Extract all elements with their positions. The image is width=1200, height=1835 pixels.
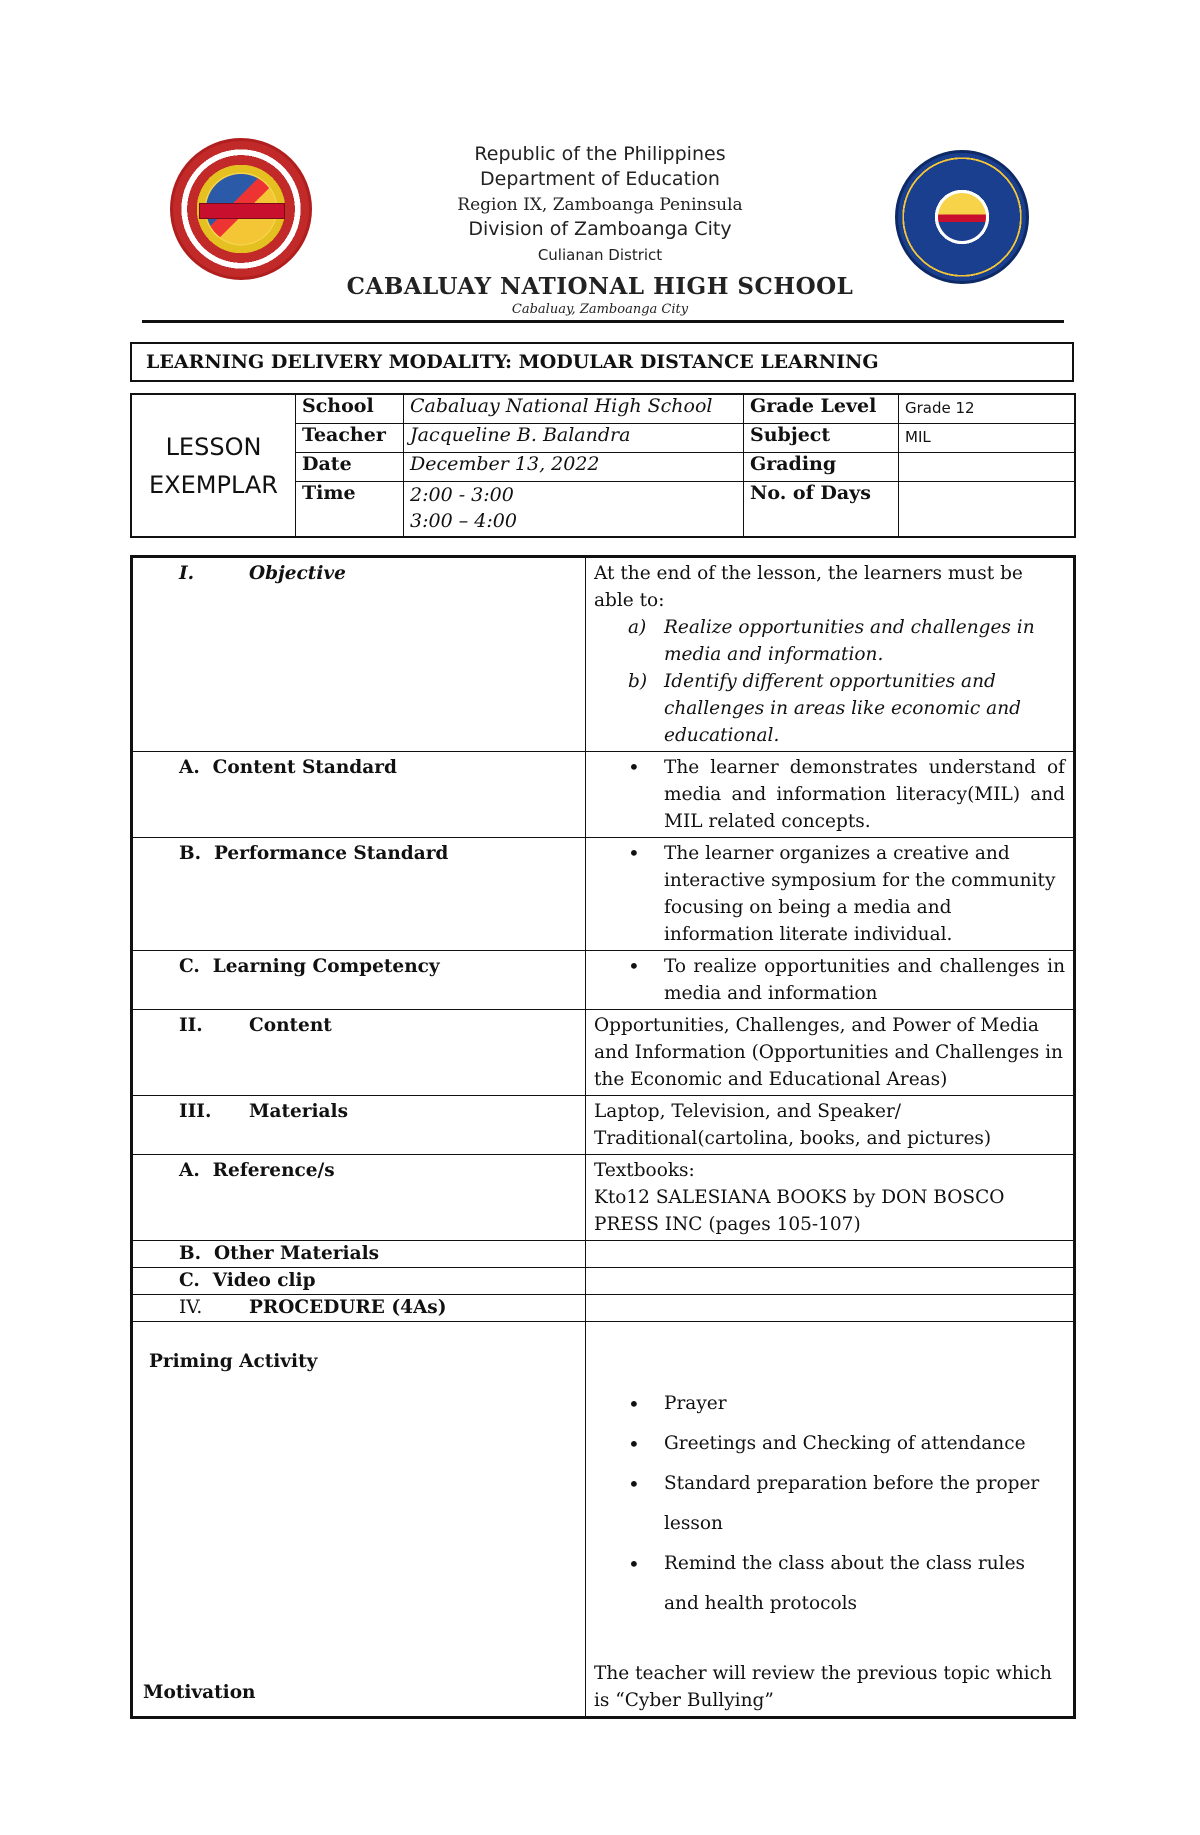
priming-item: • Greetings and Checking of attendance [664, 1424, 1065, 1464]
time-slot-1: 2:00 - 3:00 [410, 484, 514, 506]
content-label: Content [249, 1015, 332, 1036]
other-materials-row [133, 1241, 1074, 1268]
objective-number: I. [179, 563, 195, 584]
priming-item: • Prayer [664, 1384, 1065, 1424]
learning-competency-row [133, 951, 1074, 1010]
teacher-label: Teacher [295, 424, 403, 453]
performance-standard-row [133, 838, 1074, 951]
references-label: A. Reference/s [179, 1160, 335, 1181]
motivation-text: The teacher will review the previous topic which is “Cyber Bullying” [594, 1663, 1052, 1711]
other-materials-label: B. Other Materials [179, 1243, 380, 1264]
motivation-label: Motivation [143, 1682, 256, 1703]
school-value: Cabaluay National High School [403, 395, 743, 424]
title-line-1: LESSON [165, 432, 262, 461]
objective-label: Objective [249, 563, 346, 584]
performance-standard-label: B. Performance Standard [179, 843, 449, 864]
days-label: No. of Days [743, 482, 898, 536]
header-division: Division of Zamboanga City [468, 218, 732, 240]
lesson-info-table [130, 393, 1076, 538]
priming-item: • Standard preparation before the proper lesson [664, 1464, 1065, 1544]
date-value: December 13, 2022 [403, 453, 743, 482]
content-text: Opportunities, Challenges, and Power of Media and Information (Opportunities and Challenges in the Economic and Educational Areas) [586, 1010, 1074, 1096]
references-line-2: Kto12 SALESIANA BOOKS by DON BOSCO PRESS INC (pages 105-107) [594, 1187, 1005, 1235]
materials-row [133, 1096, 1074, 1155]
objective-item: b) Identify different opportunities and challenges in areas like economic and educational. [628, 671, 1021, 746]
school-label: School [295, 395, 403, 424]
lesson-exemplar-title [132, 395, 295, 536]
materials-text: Laptop, Television, and Speaker/ Traditional(cartolina, books, and pictures) [586, 1096, 1074, 1155]
priming-item: • Remind the class about the class rules and health protocols [664, 1544, 1065, 1624]
references-row [133, 1155, 1074, 1241]
subject-label: Subject [743, 424, 898, 453]
materials-number: III. [179, 1101, 212, 1122]
content-standard-text: • The learner demonstrates understand of media and information literacy(MIL) and MIL related concepts. [664, 754, 1065, 835]
grade-level-value: Grade 12 [898, 395, 1074, 424]
header-department: Department of Education [480, 168, 720, 190]
references-line-1: Textbooks: [594, 1160, 695, 1181]
procedure-label: PROCEDURE (4As) [249, 1297, 447, 1318]
procedure-number: IV. [179, 1297, 203, 1318]
priming-activity-list [594, 1384, 1065, 1624]
school-name: CABALUAY NATIONAL HIGH SCHOOL [346, 273, 854, 300]
header-district: Culianan District [537, 246, 663, 264]
materials-label: Materials [249, 1101, 348, 1122]
objective-list [594, 614, 1065, 749]
procedure-row [133, 1295, 1074, 1322]
modality-banner: LEARNING DELIVERY MODALITY: MODULAR DISTANCE LEARNING [130, 342, 1074, 382]
grading-label: Grading [743, 453, 898, 482]
title-line-2: EXEMPLAR [149, 470, 278, 499]
days-value [898, 482, 1074, 536]
video-clip-row [133, 1268, 1074, 1295]
learning-competency-label: C. Learning Competency [179, 956, 440, 977]
time-slot-2: 3:00 – 4:00 [410, 510, 517, 532]
grade-level-label: Grade Level [743, 395, 898, 424]
priming-activity-label: Priming Activity [149, 1351, 318, 1372]
school-address: Cabaluay, Zamboanga City [511, 302, 689, 317]
content-standard-row [133, 752, 1074, 838]
performance-standard-text: • The learner organizes a creative and interactive symposium for the community focusing on being a media and information literate individual. [664, 840, 1065, 948]
content-number: II. [179, 1015, 203, 1036]
header-republic: Republic of the Philippines [474, 143, 726, 165]
objective-item: a) Realize opportunities and challenges in media and information. [628, 617, 1035, 665]
grading-value [898, 453, 1074, 482]
content-row [133, 1010, 1074, 1096]
teacher-value: Jacqueline B. Balandra [403, 424, 743, 453]
time-value [403, 482, 743, 536]
time-label: Time [295, 482, 403, 536]
date-label: Date [295, 453, 403, 482]
header-region: Region IX, Zamboanga Peninsula [457, 195, 743, 215]
video-clip-label: C. Video clip [179, 1270, 316, 1291]
learning-competency-text: • To realize opportunities and challenges in media and information [664, 953, 1065, 1007]
objective-row [133, 558, 1074, 752]
priming-motivation-row [133, 1322, 1074, 1717]
content-standard-label: A. Content Standard [179, 757, 397, 778]
objective-intro: At the end of the lesson, the learners must be able to: [594, 563, 1023, 611]
header-divider [142, 320, 1064, 323]
lesson-plan-table [130, 555, 1076, 1719]
subject-value: MIL [898, 424, 1074, 453]
